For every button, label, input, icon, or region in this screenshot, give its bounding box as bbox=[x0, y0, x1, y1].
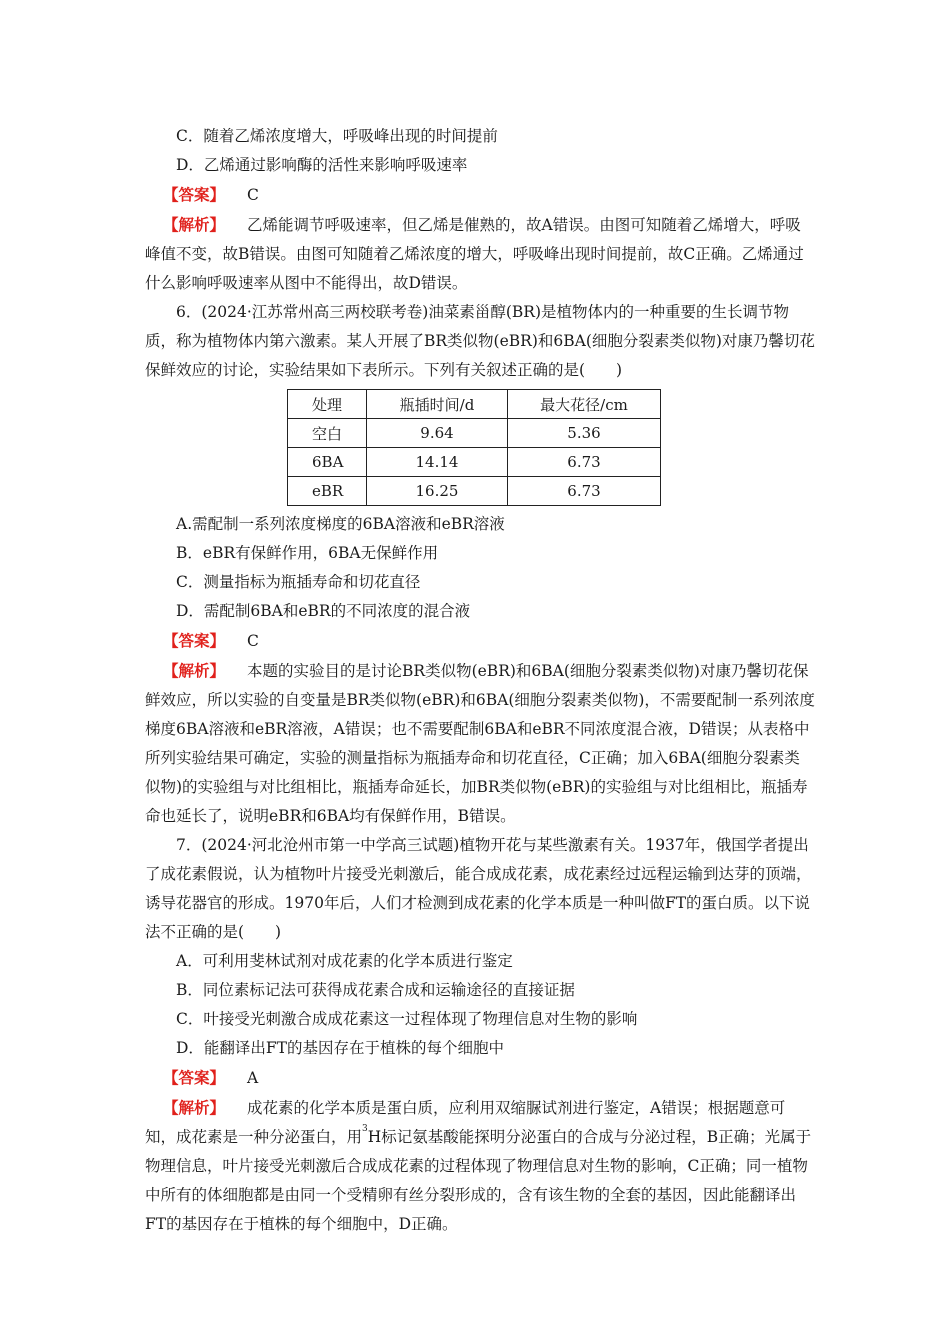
q6-option-a: A.需配制一系列浓度梯度的6BA溶液和eBR溶液 bbox=[176, 515, 505, 533]
table-cell: 9.64 bbox=[367, 419, 508, 448]
table-cell: 16.25 bbox=[367, 477, 508, 506]
q6-answer bbox=[145, 626, 815, 656]
q5-option-d: D．乙烯通过影响酶的活性来影响呼吸速率 bbox=[176, 156, 468, 174]
explanation-text: 成花素的化学本质是蛋白质，应利用双缩脲试剂进行鉴定，A错误；根据题意可知，成花素是一种分泌蛋白，用 bbox=[145, 1099, 786, 1146]
q7-option-c: C．叶接受光刺激合成成花素这一过程体现了物理信息对生物的影响 bbox=[176, 1010, 638, 1028]
table-header-cell: 最大花径/cm bbox=[508, 390, 661, 419]
q6-stem: 6．(2024·江苏常州高三两校联考卷)油菜素甾醇(BR)是植物体内的一种重要的生长调节物质，称为植物体内第六激素。某人开展了BR类似物(eBR)和6BA(细胞分裂素类似物)对康乃馨切花保鲜效应的讨论，实验结果如下表所示。下列有关叙述正确的是( ) bbox=[145, 303, 815, 379]
explanation-text: H标记氨基酸能探明分泌蛋白的合成与分泌过程，B正确；光属于物理信息，叶片接受光刺激后合成成花素的过程体现了物理信息对生物的影响，C正确；同一植物中所有的体细胞都是由同一个受精卵有丝分裂形成的，含有该生物的全套的基因，因此能翻译出FT的基因存在于植株的每个细胞中，D正确。 bbox=[145, 1128, 812, 1233]
q6-results-table bbox=[287, 389, 661, 506]
q6-option-b: B．eBR有保鲜作用，6BA无保鲜作用 bbox=[176, 544, 439, 562]
table-cell: 14.14 bbox=[367, 448, 508, 477]
answer-tag: 【答案】 bbox=[163, 1068, 226, 1087]
answer-value: C bbox=[247, 186, 259, 204]
table-row bbox=[288, 419, 661, 448]
table-cell: 6BA bbox=[288, 448, 367, 477]
answer-tag: 【答案】 bbox=[163, 185, 226, 204]
table-cell: 5.36 bbox=[508, 419, 661, 448]
page-content bbox=[145, 122, 815, 1239]
explanation-text: 乙烯能调节呼吸速率，但乙烯是催熟的，故A错误。由图可知随着乙烯增大，呼吸峰值不变，故B错误。由图可知随着乙烯浓度的增大，呼吸峰出现时间提前，故C正确。乙烯通过什么影响呼吸速率从图中不能得出，故D错误。 bbox=[145, 216, 804, 292]
q7-option-b: B．同位素标记法可获得成花素合成和运输途径的直接证据 bbox=[176, 981, 575, 999]
q6-option-d: D．需配制6BA和eBR的不同浓度的混合液 bbox=[176, 602, 471, 620]
answer-value: C bbox=[247, 632, 259, 650]
table-cell: 空白 bbox=[288, 419, 367, 448]
table-header-cell: 瓶插时间/d bbox=[367, 390, 508, 419]
explanation-text: 本题的实验目的是讨论BR类似物(eBR)和6BA(细胞分裂素类似物)对康乃馨切花保鲜效应，所以实验的自变量是BR类似物(eBR)和6BA(细胞分裂素类似物)，不需要配制一系列浓度梯度6BA溶液和eBR溶液，A错误；也不需要配制6BA和eBR不同浓度混合液，D错误；从表格中所列实验结果可确定，实验的测量指标为瓶插寿命和切花直径，C正确；加入6BA(细胞分裂素类似物)的实验组与对比组相比，瓶插寿命延长，加BR类似物(eBR)的实验组与对比组相比，瓶插寿命也延长了，说明eBR和6BA均有保鲜作用，B错误。 bbox=[145, 662, 815, 825]
q5-option-c: C．随着乙烯浓度增大，呼吸峰出现的时间提前 bbox=[176, 127, 498, 145]
q7-stem: 7．(2024·河北沧州市第一中学高三试题)植物开花与某些激素有关。1937年，俄国学者提出了成花素假说，认为植物叶片接受光刺激后，能合成成花素，成花素经过远程运输到达芽的顶端，诱导花器官的形成。1970年后，人们才检测到成花素的化学本质是一种叫做FT的蛋白质。以下说法不正确的是( ) bbox=[145, 836, 812, 941]
explanation-tag: 【解析】 bbox=[163, 215, 226, 234]
answer-value: A bbox=[247, 1069, 259, 1087]
superscript-mass-number: 3 bbox=[362, 1124, 368, 1134]
q7-option-a: A．可利用斐林试剂对成花素的化学本质进行鉴定 bbox=[176, 952, 513, 970]
explanation-tag: 【解析】 bbox=[163, 1098, 226, 1117]
q5-explanation bbox=[145, 210, 815, 298]
table-cell: eBR bbox=[288, 477, 367, 506]
table-row bbox=[288, 448, 661, 477]
table-row bbox=[288, 477, 661, 506]
q5-answer bbox=[145, 180, 815, 210]
table-cell: 6.73 bbox=[508, 477, 661, 506]
table-header-row bbox=[288, 390, 661, 419]
answer-tag: 【答案】 bbox=[163, 631, 226, 650]
q7-explanation bbox=[145, 1093, 815, 1239]
table-header-cell: 处理 bbox=[288, 390, 367, 419]
explanation-tag: 【解析】 bbox=[163, 661, 226, 680]
q6-option-c: C．测量指标为瓶插寿命和切花直径 bbox=[176, 573, 421, 591]
table-cell: 6.73 bbox=[508, 448, 661, 477]
q7-answer bbox=[145, 1063, 815, 1093]
q6-explanation bbox=[145, 656, 815, 831]
q7-option-d: D．能翻译出FT的基因存在于植株的每个细胞中 bbox=[176, 1039, 505, 1057]
